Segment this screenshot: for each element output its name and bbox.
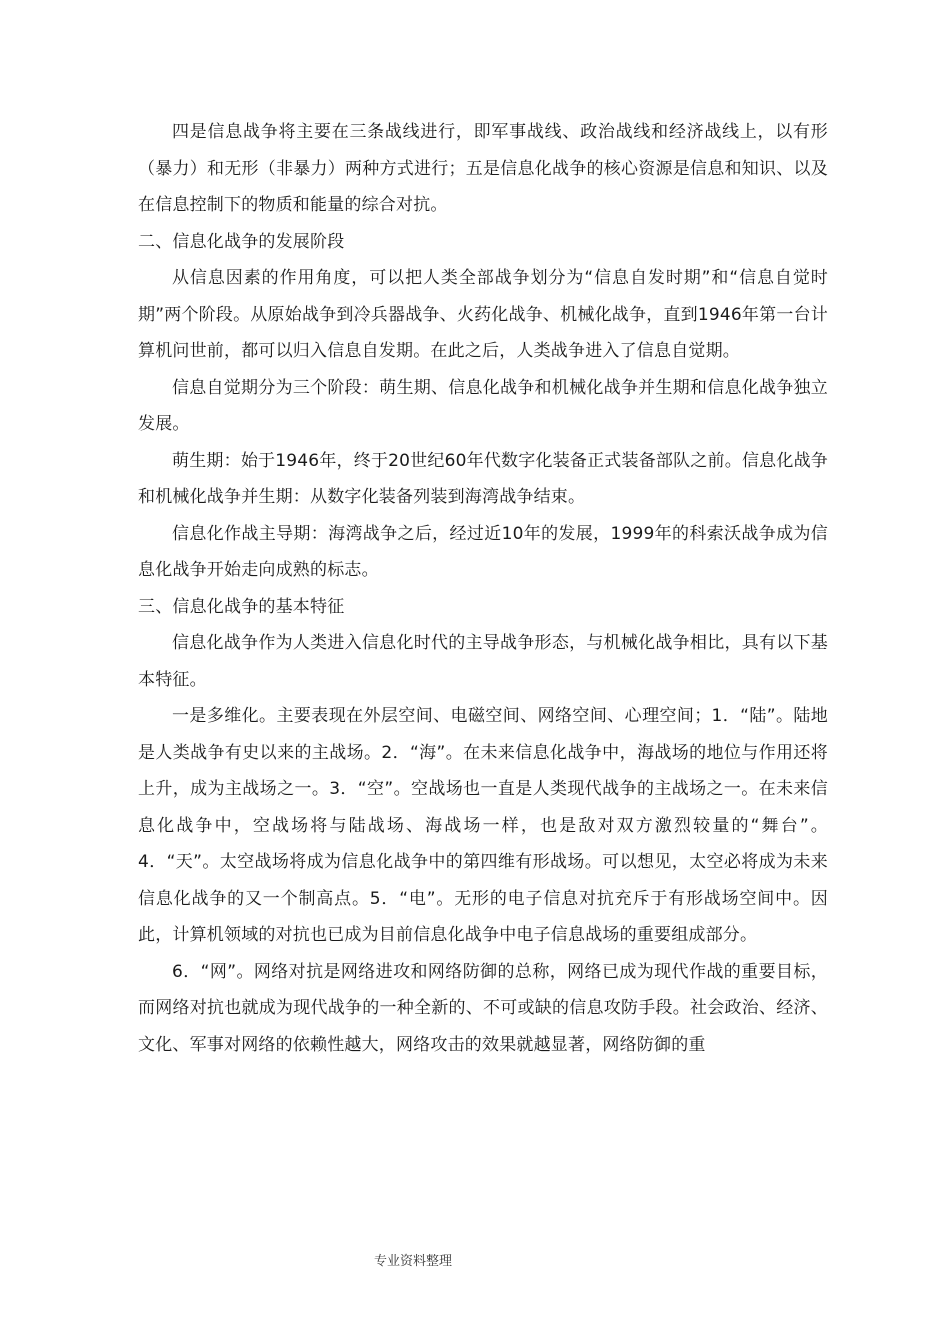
page-footer: 专业资料整理: [374, 1254, 453, 1269]
paragraph-5: 信息化作战主导期：海湾战争之后，经过近10年的发展，1999年的科索沃战争成为信息化战争开始走向成熟的标志。: [138, 523, 828, 580]
paragraph-1: 四是信息战争将主要在三条战线进行，即军事战线、政治战线和经济战线上，以有形（暴力）和无形（非暴力）两种方式进行；五是信息化战争的核心资源是信息和知识、以及在信息控制下的物质和能量的综合对抗。: [138, 122, 828, 215]
paragraph-6: 信息化战争作为人类进入信息化时代的主导战争形态，与机械化战争相比，具有以下基本特征。: [138, 633, 828, 690]
section-heading-3: 三、信息化战争的基本特征: [138, 596, 345, 617]
paragraph-7: 一是多维化。主要表现在外层空间、电磁空间、网络空间、心理空间；1．“陆”。陆地是人类战争有史以来的主战场。2．“海”。在未来信息化战争中，海战场的地位与作用还将上升，成为主战场之一。3．“空”。空战场也一直是人类现代战争的主战场之一。在未来信息化战争中，空战场将与陆战场、海战场一样，也是敌对双方激烈较量的“舞台”。4．“天”。太空战场将成为信息化战争中的第四维有形战场。可以想见，太空必将成为未来信息化战争的又一个制高点。5．“电”。无形的电子信息对抗充斥于有形战场空间中。因此，计算机领域的对抗也已成为目前信息化战争中电子信息战场的重要组成部分。: [138, 706, 828, 945]
paragraph-8: 6．“网”。网络对抗是网络进攻和网络防御的总称，网络已成为现代作战的重要目标，而网络对抗也就成为现代战争的一种全新的、不可或缺的信息攻防手段。社会政治、经济、文化、军事对网络的依赖性越大，网络攻击的效果就越显著，网络防御的重: [138, 961, 828, 1055]
paragraph-3: 信息自觉期分为三个阶段：萌生期、信息化战争和机械化战争并生期和信息化战争独立发展。: [138, 377, 828, 434]
paragraph-2: 从信息因素的作用角度，可以把人类全部战争划分为“信息自发时期”和“信息自觉时期”两个阶段。从原始战争到冷兵器战争、火药化战争、机械化战争，直到1946年第一台计算机问世前，都可以归入信息自发期。在此之后，人类战争进入了信息自觉期。: [138, 268, 828, 361]
section-heading-2: 二、信息化战争的发展阶段: [138, 231, 345, 252]
paragraph-4: 萌生期：始于1946年，终于20世纪60年代数字化装备正式装备部队之前。信息化战争和机械化战争并生期：从数字化装备列装到海湾战争结束。: [138, 450, 828, 507]
document-body: [138, 114, 828, 1063]
